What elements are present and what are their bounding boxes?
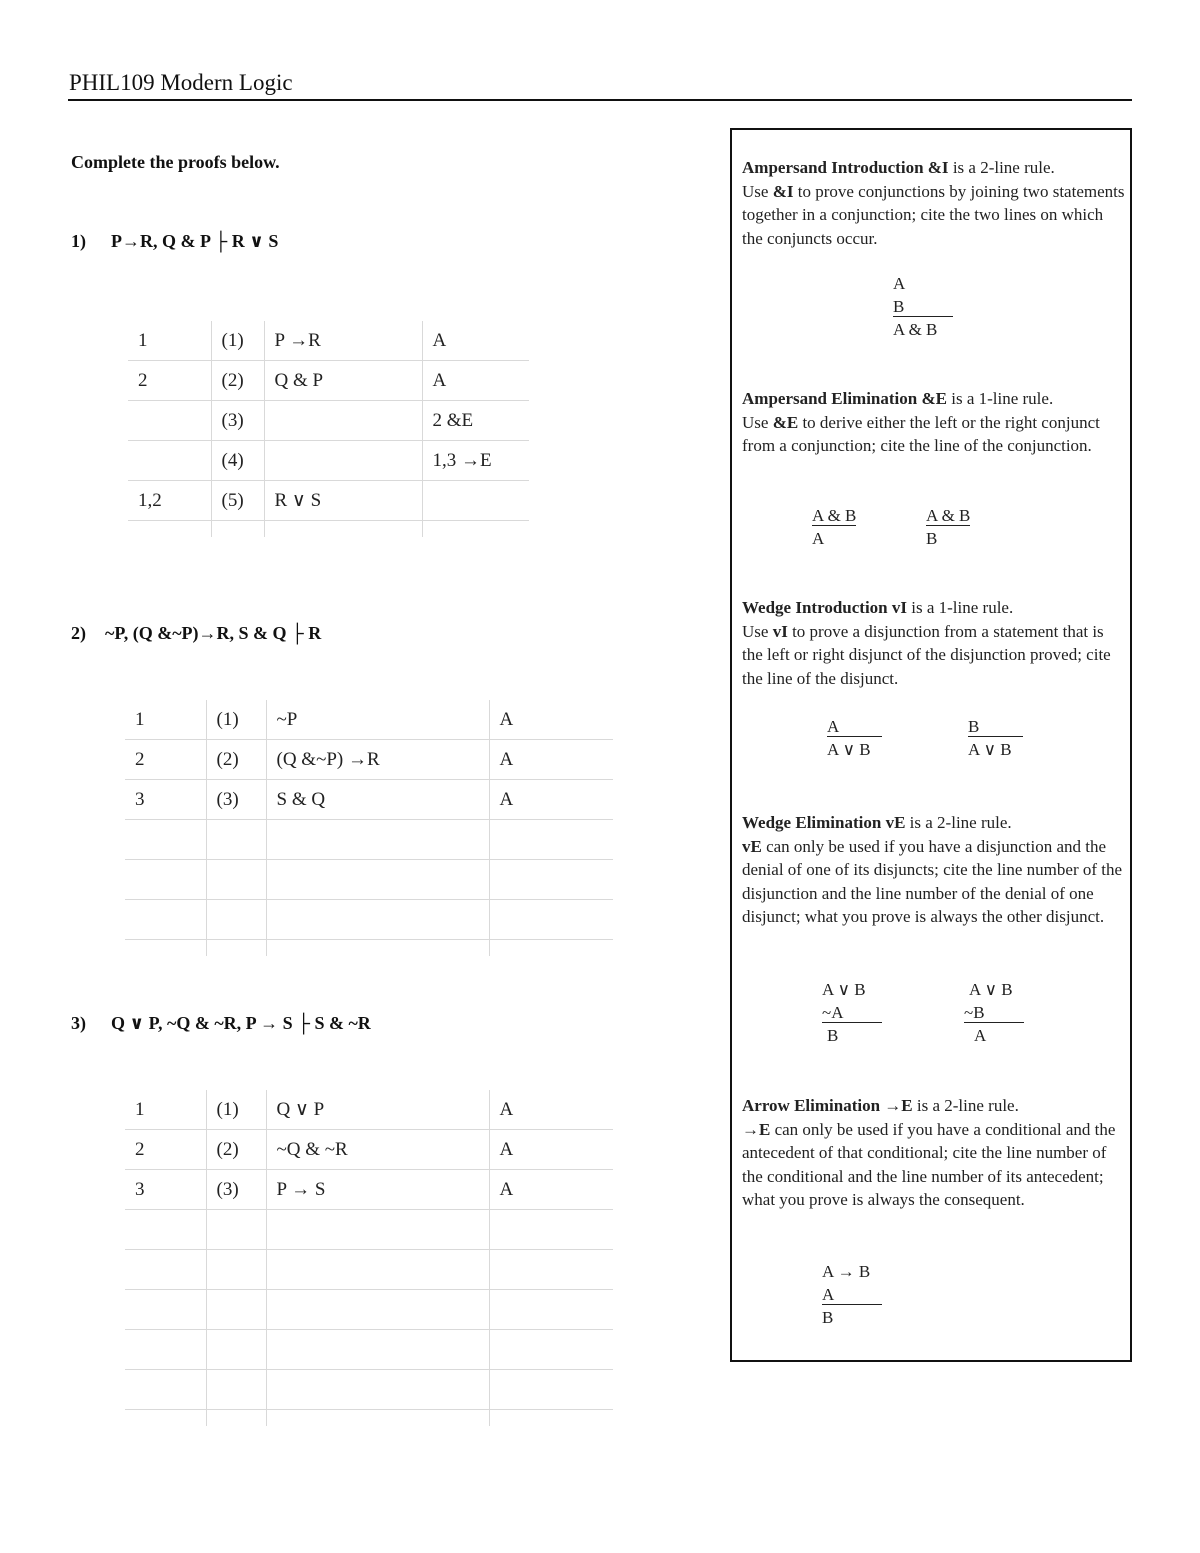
rule-use: Use (742, 181, 773, 201)
assumption-set[interactable] (125, 820, 206, 860)
rule-suffix: is a 1-line rule. (946, 389, 1054, 408)
assumption-set[interactable]: 3 (125, 1170, 206, 1210)
justification[interactable] (489, 1210, 613, 1250)
line-number (206, 1210, 266, 1250)
rule-description: to prove a disjunction from a statement that is the left or right disjunct of the disjunction proved; cite the line of the disjunct. (742, 621, 1111, 688)
assumption-set[interactable]: 2 (125, 1130, 206, 1170)
formula[interactable] (266, 1370, 489, 1410)
assumption-set[interactable]: 1 (128, 321, 211, 361)
table-row (125, 1330, 613, 1370)
problem-sequent: P→R, Q & P ├ R ∨ S (111, 231, 279, 251)
rule-or-intro (742, 596, 1127, 690)
schema-line: B (827, 1026, 839, 1045)
justification[interactable]: A (489, 1130, 613, 1170)
line-number (206, 1370, 266, 1410)
table-row (128, 321, 529, 361)
formula[interactable]: R ∨ S (264, 481, 422, 521)
proof-table-3 (125, 1090, 613, 1426)
formula[interactable] (266, 900, 489, 940)
problem-sequent: ~P, (Q &~P)→R, S & Q ├ R (105, 623, 322, 643)
rule-use: Use (742, 621, 773, 641)
formula[interactable]: P →R (264, 321, 422, 361)
formula[interactable]: ~P (266, 700, 489, 740)
schema-or-elim-left (822, 978, 882, 1047)
rule-description: to prove conjunctions by joining two statements together in a conjunction; cite the two lines on which the conjuncts occur. (742, 181, 1125, 248)
formula[interactable] (266, 1290, 489, 1330)
table-row (125, 1130, 613, 1170)
assumption-set[interactable] (125, 1370, 206, 1410)
rule-name: Wedge Elimination vE (742, 813, 906, 832)
table-row (128, 361, 529, 401)
schema-line: B (926, 529, 938, 548)
schema-arrow-elim (822, 1260, 882, 1329)
rule-name: Ampersand Introduction &I (742, 158, 949, 177)
justification[interactable]: A (489, 700, 613, 740)
formula[interactable] (264, 441, 422, 481)
schema-or-elim-right (964, 978, 1024, 1047)
justification[interactable] (489, 1290, 613, 1330)
justification[interactable] (489, 820, 613, 860)
rule-symbol: &I (772, 181, 794, 201)
problem-3-heading (71, 1013, 371, 1034)
proof-table-2 (125, 700, 613, 956)
formula[interactable]: Q & P (264, 361, 422, 401)
justification[interactable] (422, 481, 529, 521)
formula[interactable]: ~Q & ~R (266, 1130, 489, 1170)
formula[interactable] (266, 1210, 489, 1250)
rule-description: can only be used if you have a conditional and the antecedent of that conditional; cite the line number of the conditional and the line number of its antecedent; what you prove is always the consequent. (742, 1119, 1116, 1209)
schema-line: ~B (964, 1003, 1024, 1023)
rule-name: Arrow Elimination →E (742, 1096, 913, 1115)
page-title: PHIL109 Modern Logic (69, 70, 293, 95)
assumption-set[interactable]: 3 (125, 780, 206, 820)
problem-number: 2) (71, 623, 86, 643)
rule-symbol: vE (742, 836, 762, 856)
rules-reference-box (730, 128, 1132, 1362)
line-number: (2) (211, 361, 264, 401)
rule-suffix: is a 2-line rule. (912, 1096, 1019, 1115)
line-number (206, 1290, 266, 1330)
line-number: (1) (206, 700, 266, 740)
table-row (125, 1290, 613, 1330)
line-number (206, 1250, 266, 1290)
schema-line: A & B (893, 320, 938, 339)
table-row (125, 700, 613, 740)
assumption-set[interactable] (128, 401, 211, 441)
line-number: (3) (211, 401, 264, 441)
schema-line: A → B (822, 1262, 871, 1281)
rule-and-elim (742, 387, 1127, 458)
table-row (125, 1370, 613, 1410)
assumption-set[interactable]: 1 (125, 700, 206, 740)
assumption-set[interactable] (125, 860, 206, 900)
rule-or-elim (742, 811, 1127, 929)
rule-suffix: is a 2-line rule. (948, 158, 1055, 177)
rule-name: Ampersand Elimination &E (742, 389, 947, 408)
schema-line: A ∨ B (822, 980, 866, 999)
assumption-set[interactable]: 2 (125, 740, 206, 780)
rule-description: can only be used if you have a disjunction and the denial of one of its disjuncts; cite the line number of the disjunction and the line number of the denial of one disjunct; what you prove is always the other disjunct. (742, 836, 1123, 926)
table-row (125, 860, 613, 900)
justification[interactable]: 2 &E (422, 401, 529, 441)
instruction: Complete the proofs below. (71, 152, 280, 172)
schema-line: ~A (822, 1003, 882, 1023)
table-row (125, 780, 613, 820)
formula[interactable] (266, 820, 489, 860)
table-row (128, 441, 529, 481)
header-rule (68, 99, 1132, 101)
schema-line: A (827, 717, 882, 737)
schema-line: A ∨ B (968, 740, 1012, 759)
table-row (125, 740, 613, 780)
assumption-set[interactable] (125, 1290, 206, 1330)
justification[interactable]: A (422, 321, 529, 361)
table-row (128, 401, 529, 441)
schema-line: B (822, 1308, 834, 1327)
justification[interactable]: A (489, 780, 613, 820)
problem-2-heading (71, 623, 321, 644)
justification[interactable] (489, 1250, 613, 1290)
schema-line: A (812, 529, 825, 548)
assumption-set[interactable] (128, 441, 211, 481)
assumption-set[interactable] (125, 900, 206, 940)
rule-and-intro (742, 156, 1127, 250)
schema-and-intro (893, 272, 953, 341)
table-row (125, 900, 613, 940)
line-number: (5) (211, 481, 264, 521)
formula[interactable] (266, 1250, 489, 1290)
rule-symbol: vI (772, 621, 788, 641)
problem-sequent: Q ∨ P, ~Q & ~R, P → S ├ S & ~R (111, 1013, 371, 1033)
problem-number: 1) (71, 231, 86, 251)
assumption-set[interactable] (125, 1250, 206, 1290)
schema-line: A ∨ B (969, 980, 1013, 999)
rule-use: Use (742, 412, 773, 432)
problem-1-heading (71, 231, 278, 252)
rule-symbol: &E (772, 412, 799, 432)
line-number: (3) (206, 1170, 266, 1210)
assumption-set[interactable] (125, 1210, 206, 1250)
rule-suffix: is a 2-line rule. (905, 813, 1012, 832)
formula[interactable] (264, 401, 422, 441)
formula[interactable] (266, 860, 489, 900)
schema-line: A & B (812, 506, 857, 525)
table-row (125, 820, 613, 860)
formula[interactable]: P → S (266, 1170, 489, 1210)
schema-line: A (974, 1026, 987, 1045)
rule-symbol: →E (742, 1119, 771, 1139)
table-row-spacer (125, 1410, 613, 1427)
justification[interactable] (489, 900, 613, 940)
justification[interactable]: A (422, 361, 529, 401)
assumption-set[interactable]: 2 (128, 361, 211, 401)
assumption-set[interactable]: 1,2 (128, 481, 211, 521)
schema-line: A ∨ B (827, 740, 871, 759)
formula[interactable]: S & Q (266, 780, 489, 820)
line-number (206, 900, 266, 940)
line-number: (2) (206, 740, 266, 780)
schema-line: A (822, 1285, 882, 1305)
line-number: (4) (211, 441, 264, 481)
justification[interactable]: A (489, 1090, 613, 1130)
justification[interactable] (489, 1330, 613, 1370)
line-number: (3) (206, 780, 266, 820)
line-number (206, 820, 266, 860)
schema-line: B (893, 297, 953, 317)
formula[interactable]: (Q &~P) →R (266, 740, 489, 780)
table-row (125, 1090, 613, 1130)
justification[interactable] (489, 860, 613, 900)
schema-line: A & B (926, 506, 971, 525)
table-row (125, 1170, 613, 1210)
rule-name: Wedge Introduction vI (742, 598, 907, 617)
table-row-spacer (125, 940, 613, 957)
schema-line: A (893, 274, 906, 293)
schema-or-intro-right (968, 715, 1023, 761)
justification[interactable]: A (489, 740, 613, 780)
line-number: (1) (211, 321, 264, 361)
schema-and-elim-right (926, 504, 970, 550)
rule-arrow-elim (742, 1094, 1127, 1212)
line-number: (1) (206, 1090, 266, 1130)
justification[interactable] (489, 1370, 613, 1410)
formula[interactable]: Q ∨ P (266, 1090, 489, 1130)
justification[interactable]: 1,3 →E (422, 441, 529, 481)
assumption-set[interactable]: 1 (125, 1090, 206, 1130)
line-number (206, 1330, 266, 1370)
rule-description: to derive either the left or the right conjunct from a conjunction; cite the line of the conjunction. (742, 412, 1100, 455)
line-number: (2) (206, 1130, 266, 1170)
line-number (206, 860, 266, 900)
schema-and-elim-left (812, 504, 856, 550)
justification[interactable]: A (489, 1170, 613, 1210)
table-row (125, 1250, 613, 1290)
table-row (125, 1210, 613, 1250)
schema-line: B (968, 717, 1023, 737)
table-row (128, 481, 529, 521)
assumption-set[interactable] (125, 1330, 206, 1370)
rule-suffix: is a 1-line rule. (907, 598, 1014, 617)
formula[interactable] (266, 1330, 489, 1370)
schema-or-intro-left (827, 715, 882, 761)
proof-table-1 (128, 321, 529, 537)
table-row-spacer (128, 521, 529, 538)
problem-number: 3) (71, 1013, 86, 1033)
